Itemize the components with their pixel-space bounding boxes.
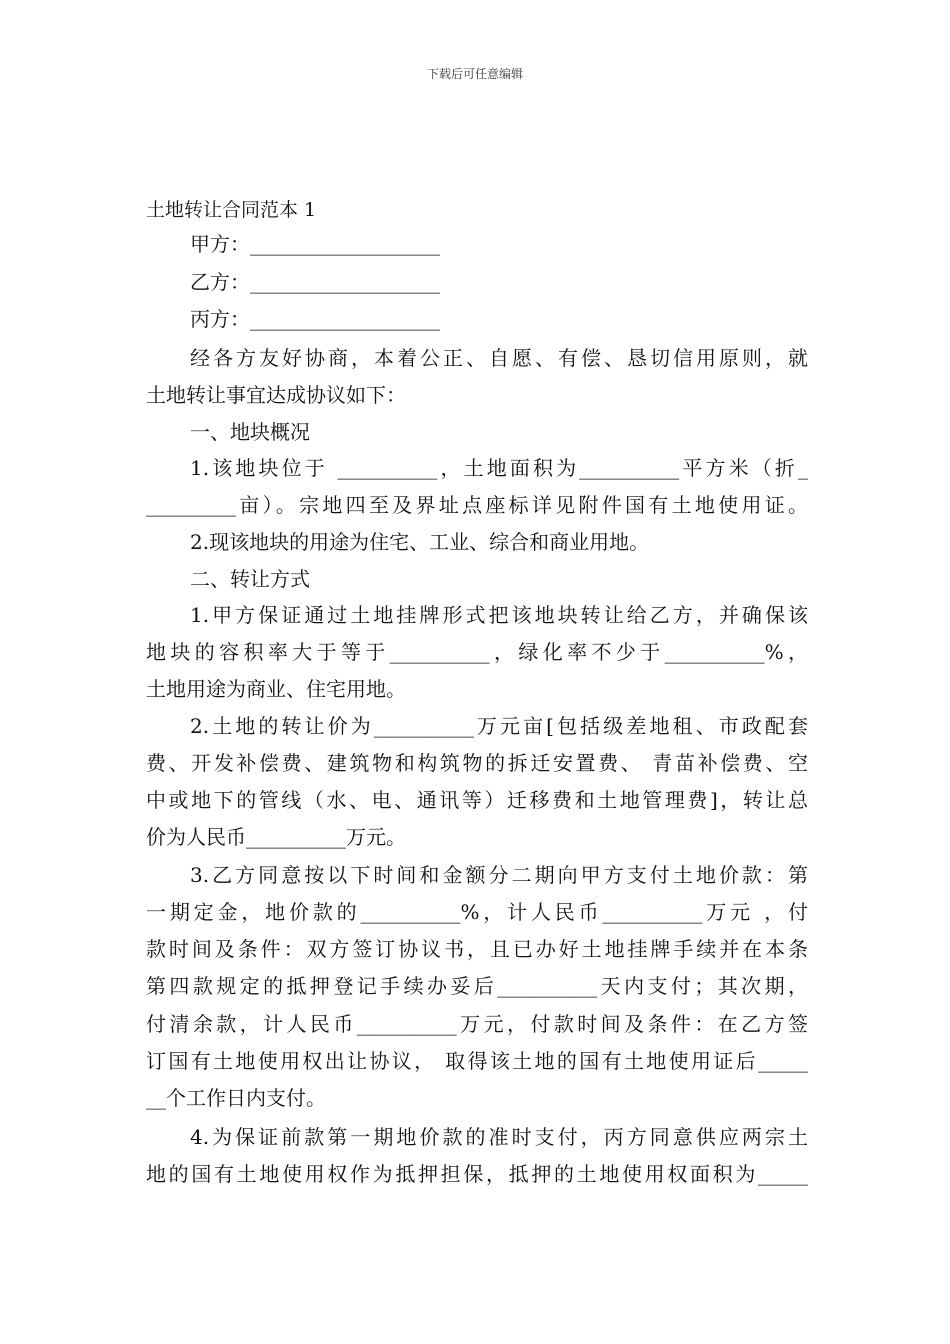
paragraph-line: 地块的容积率大于等于__________，绿化率不少于__________%， — [146, 640, 808, 664]
paragraph-line: 1.甲方保证通过土地挂牌形式把该地块转让给乙方，并确保该 — [190, 603, 808, 627]
paragraph-line: 订国有土地使用权出让协议， 取得该土地的国有土地使用证后_____ — [146, 1049, 808, 1073]
party-a-line: 甲方：___________________ — [190, 232, 440, 256]
paragraph-line: 2.土地的转让价为__________万元亩[包括级差地租、市政配套 — [190, 714, 808, 738]
section-heading: 二、转让方式 — [190, 567, 310, 591]
paragraph-line: 3.乙方同意按以下时间和金额分二期向甲方支付土地价款：第 — [190, 863, 808, 887]
paragraph-line: 付清余款，计人民币__________万元，付款时间及条件：在乙方签 — [146, 1012, 808, 1036]
section-heading: 一、地块概况 — [190, 420, 310, 444]
paragraph-line: 一期定金，地价款的__________%，计人民币__________万元 ，付 — [146, 900, 808, 924]
party-b-line: 乙方：___________________ — [190, 270, 440, 294]
paragraph-line: 土地转让事宜达成协议如下： — [146, 383, 406, 407]
paragraph-line: _________亩）。宗地四至及界址点座标详见附件国有土地使用证。 — [146, 493, 808, 517]
paragraph-line: 2.现该地块的用途为住宅、工业、综合和商业用地。 — [190, 530, 650, 554]
paragraph-line: 款时间及条件：双方签订协议书，且已办好土地挂牌手续并在本条 — [146, 937, 808, 961]
paragraph-line: 土地用途为商业、住宅用地。 — [146, 677, 406, 701]
paragraph-line: 经各方友好协商，本着公正、自愿、有偿、恳切信用原则，就 — [190, 346, 808, 370]
document-title: 土地转让合同范本 1 — [146, 199, 317, 221]
party-c-line: 丙方：___________________ — [190, 307, 440, 331]
paragraph-line: 地的国有土地使用权作为抵押担保，抵押的土地使用权面积为_____ — [146, 1162, 808, 1186]
paragraph-line: 第四款规定的抵押登记手续办妥后__________天内支付；其次期， — [146, 974, 808, 998]
paragraph-line: 4.为保证前款第一期地价款的准时支付，丙方同意供应两宗土 — [190, 1125, 808, 1149]
paragraph-line: __个工作日内支付。 — [146, 1086, 326, 1110]
paragraph-line: 价为人民币__________万元。 — [146, 825, 406, 849]
paragraph-line: 中或地下的管线（水、电、通讯等）迁移费和土地管理费]，转让总 — [146, 788, 808, 812]
paragraph-line: 费、开发补偿费、建筑物和构筑物的拆迁安置费、 青苗补偿费、空 — [146, 751, 808, 775]
page-header: 下载后可任意编辑 — [426, 67, 523, 81]
paragraph-line: 1.该地块位于 __________，土地面积为__________平方米（折_ — [190, 456, 808, 480]
